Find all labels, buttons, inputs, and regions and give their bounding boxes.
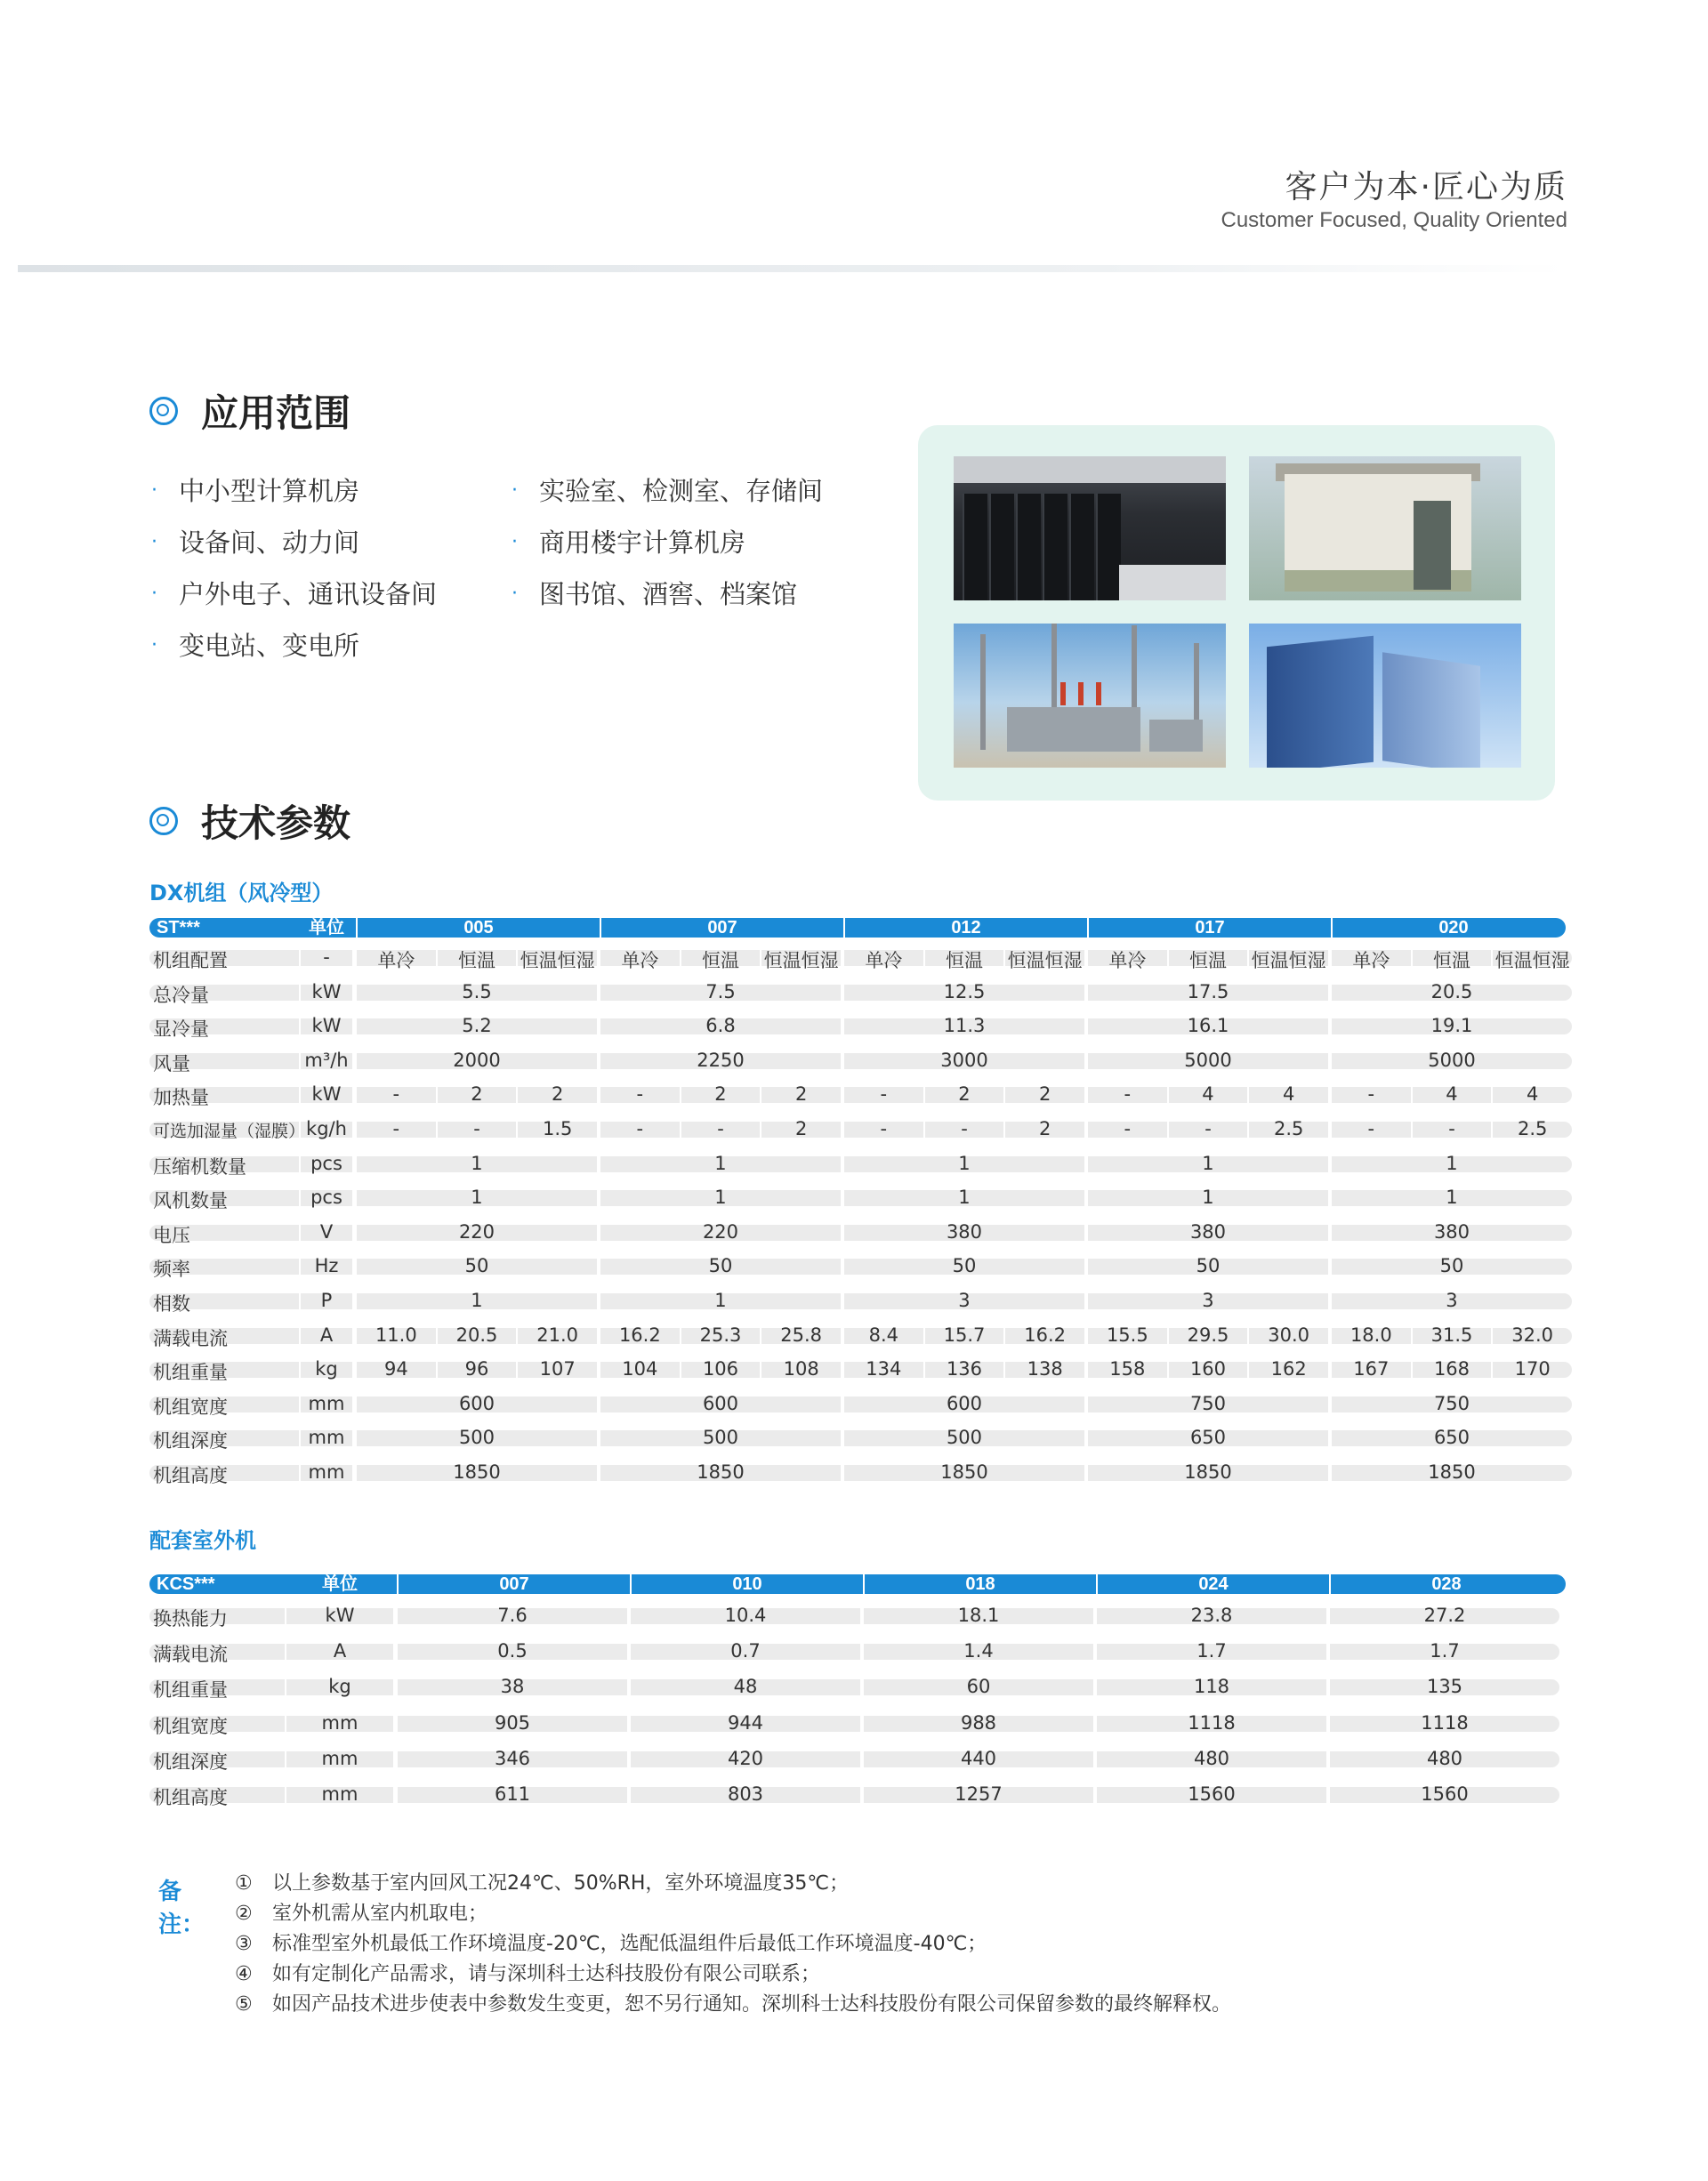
row-unit: mm <box>321 1783 359 1805</box>
table-cell: 600 <box>458 1392 495 1414</box>
table-cell: 恒温 <box>1188 950 1227 971</box>
table-cell: - <box>1448 1118 1455 1139</box>
table-cell: 4 <box>1202 1083 1214 1106</box>
table-cell: 94 <box>383 1358 408 1380</box>
application-title-text: 应用范围 <box>201 391 351 435</box>
row-unit: pcs <box>310 1187 342 1209</box>
table-cell: 160 <box>1189 1358 1227 1380</box>
table-cell: 1850 <box>1184 1461 1232 1483</box>
row-label: 满载电流 <box>153 1327 228 1349</box>
header-slogan-cn: 客户为本·匠心为质 <box>1285 169 1567 205</box>
row-unit: kg <box>315 1358 338 1380</box>
table-cell: 135 <box>1426 1676 1463 1698</box>
table-cell: 2.5 <box>1273 1118 1304 1139</box>
row-unit: kW <box>311 1083 342 1106</box>
table-cell: 5.5 <box>462 980 492 1002</box>
table-cell: 1 <box>714 1152 727 1174</box>
row-unit: kg/h <box>306 1118 347 1139</box>
table-cell: 0.5 <box>497 1640 528 1662</box>
row-label: 机组深度 <box>153 1430 228 1453</box>
table-cell: 1.7 <box>1196 1640 1227 1662</box>
table-cell: 20.5 <box>1430 980 1473 1002</box>
table-cell: 17.5 <box>1187 980 1229 1002</box>
od-header-model-024: 024 <box>1096 1574 1329 1594</box>
row-label: 可选加湿量（湿膜） <box>153 1122 306 1141</box>
row-unit: P <box>320 1290 333 1311</box>
table-cell: 1560 <box>1421 1783 1469 1805</box>
table-cell: - <box>961 1118 968 1139</box>
row-unit: mm <box>321 1711 359 1734</box>
table-cell: 单冷 <box>1108 950 1147 971</box>
row-label: 相数 <box>153 1293 190 1315</box>
row-label: 满载电流 <box>153 1644 228 1666</box>
application-item: · 户外电子、通讯设备间 <box>151 579 438 609</box>
row-unit: A <box>333 1640 347 1662</box>
row-label: 机组深度 <box>153 1750 228 1773</box>
table-cell: 60 <box>966 1676 991 1698</box>
row-label: 机组宽度 <box>153 1715 228 1737</box>
row-label: 机组配置 <box>153 950 228 971</box>
table-cell: 600 <box>946 1392 983 1414</box>
table-cell: 170 <box>1514 1358 1551 1380</box>
table-cell: 5.2 <box>462 1015 492 1037</box>
table-cell: 96 <box>464 1358 489 1380</box>
row-label: 机组重量 <box>153 1362 228 1384</box>
table-cell: 162 <box>1270 1358 1307 1380</box>
table-cell: 23.8 <box>1190 1605 1233 1626</box>
table-cell: 2 <box>958 1083 971 1106</box>
dx-spec-table <box>149 918 1570 1487</box>
table-cell: 6.8 <box>705 1015 736 1037</box>
note-item: ④ 如有定制化产品需求，请与深圳科士达科技股份有限公司联系； <box>235 1963 821 1985</box>
table-cell: 1118 <box>1421 1711 1469 1734</box>
row-label: 总冷量 <box>153 984 209 1006</box>
table-cell: 3 <box>1446 1290 1458 1311</box>
table-cell: 1 <box>471 1187 483 1209</box>
table-cell: 2 <box>794 1083 808 1106</box>
dx-header-model-005: 005 <box>356 918 600 938</box>
table-cell: 25.3 <box>699 1324 742 1346</box>
table-cell: 50 <box>1196 1255 1221 1277</box>
table-cell: 1257 <box>955 1783 1003 1805</box>
table-cell: 2 <box>551 1083 564 1106</box>
table-cell: 1 <box>714 1187 727 1209</box>
table-cell: 500 <box>702 1427 739 1449</box>
row-label: 机组宽度 <box>153 1396 228 1418</box>
table-cell: 21.0 <box>536 1324 579 1346</box>
note-item: ② 室外机需从室内机取电； <box>235 1903 488 1925</box>
application-photo-panel <box>918 425 1555 801</box>
table-cell: - <box>392 1083 400 1106</box>
bullet-icon: · <box>512 531 518 553</box>
table-cell: 18.0 <box>1349 1324 1392 1346</box>
table-cell: 恒温恒湿 <box>1494 950 1570 971</box>
row-unit: kW <box>325 1605 355 1626</box>
table-cell: 944 <box>727 1711 764 1734</box>
table-cell: 19.1 <box>1430 1015 1473 1037</box>
table-cell: 30.0 <box>1268 1324 1310 1346</box>
table-cell: 50 <box>1439 1255 1464 1277</box>
bullet-icon: · <box>151 583 157 605</box>
target-ring-icon <box>149 397 178 425</box>
table-cell: - <box>717 1118 724 1139</box>
row-unit: - <box>323 946 330 968</box>
table-cell: 2 <box>794 1118 808 1139</box>
table-cell: 107 <box>539 1358 576 1380</box>
table-cell: 220 <box>458 1220 495 1243</box>
table-cell: 2 <box>1038 1118 1051 1139</box>
table-cell: 750 <box>1189 1392 1227 1414</box>
table-cell: 5000 <box>1184 1049 1232 1071</box>
table-cell: 3 <box>958 1290 971 1311</box>
note-item: ① 以上参数基于室内回风工况24℃、50%RH，室外环境温度35℃； <box>235 1872 850 1895</box>
table-cell: - <box>1124 1118 1132 1139</box>
table-cell: 1 <box>714 1290 727 1311</box>
row-label: 机组重量 <box>153 1679 228 1702</box>
table-cell: 380 <box>946 1220 983 1243</box>
table-cell: 1 <box>958 1187 971 1209</box>
table-cell: 1 <box>471 1152 483 1174</box>
table-cell: 4 <box>1446 1083 1458 1106</box>
table-cell: 50 <box>708 1255 733 1277</box>
dx-header-model-020: 020 <box>1331 918 1575 938</box>
table-cell: 1 <box>471 1290 483 1311</box>
od-header-model-028: 028 <box>1329 1574 1562 1594</box>
table-cell: 380 <box>1189 1220 1227 1243</box>
table-cell: 4 <box>1282 1083 1295 1106</box>
table-cell: 380 <box>1433 1220 1470 1243</box>
table-cell: 650 <box>1433 1427 1470 1449</box>
outdoor-unit-subtitle: 配套室外机 <box>149 1528 256 1553</box>
table-cell: 220 <box>702 1220 739 1243</box>
table-cell: - <box>1367 1118 1375 1139</box>
table-cell: - <box>636 1118 644 1139</box>
notes-label: 备注： <box>158 1879 205 1938</box>
table-cell: 恒温恒湿 <box>1251 950 1326 971</box>
table-cell: 420 <box>727 1747 764 1769</box>
table-cell: 750 <box>1433 1392 1470 1414</box>
table-cell: 1.4 <box>963 1640 994 1662</box>
od-header-model-007: 007 <box>397 1574 630 1594</box>
table-cell: 恒温恒湿 <box>763 950 839 971</box>
table-cell: 恒温 <box>1432 950 1470 971</box>
table-cell: 500 <box>946 1427 983 1449</box>
table-cell: 2 <box>1038 1083 1051 1106</box>
table-cell: 1850 <box>697 1461 745 1483</box>
header-divider <box>18 265 1566 272</box>
table-cell: 988 <box>960 1711 997 1734</box>
table-cell: 单冷 <box>865 950 903 971</box>
table-cell: 11.3 <box>943 1015 986 1037</box>
row-unit: Hz <box>314 1255 339 1277</box>
table-cell: 1850 <box>1428 1461 1476 1483</box>
table-cell: 611 <box>494 1783 531 1805</box>
table-cell: 50 <box>952 1255 977 1277</box>
row-unit: kW <box>311 980 342 1002</box>
table-cell: 29.5 <box>1187 1324 1229 1346</box>
application-item: · 中小型计算机房 <box>151 476 360 506</box>
table-cell: 2 <box>714 1083 727 1106</box>
outdoor-equipment-house-photo <box>1249 456 1521 600</box>
server-room-photo <box>954 456 1226 600</box>
row-label: 频率 <box>153 1259 190 1281</box>
table-cell: 2.5 <box>1517 1118 1548 1139</box>
table-cell: 1 <box>1202 1152 1214 1174</box>
table-cell: 7.5 <box>705 980 736 1002</box>
header-slogan-en: Customer Focused, Quality Oriented <box>1221 208 1567 232</box>
table-cell: 单冷 <box>1352 950 1390 971</box>
table-cell: 0.7 <box>730 1640 761 1662</box>
row-label: 电压 <box>153 1224 190 1246</box>
table-cell: 905 <box>494 1711 531 1734</box>
table-cell: 136 <box>946 1358 983 1380</box>
table-cell: - <box>880 1118 888 1139</box>
table-cell: 48 <box>733 1676 758 1698</box>
table-cell: - <box>1124 1083 1132 1106</box>
table-cell: 104 <box>622 1358 658 1380</box>
row-unit: m³/h <box>304 1049 349 1071</box>
table-cell: 1850 <box>940 1461 988 1483</box>
table-cell: 18.1 <box>957 1605 1000 1626</box>
row-unit: V <box>319 1220 334 1243</box>
bullet-icon: · <box>151 479 157 502</box>
table-cell: 11.0 <box>375 1324 417 1346</box>
application-item: · 实验室、检测室、存储间 <box>512 476 824 506</box>
table-cell: 7.6 <box>497 1605 528 1626</box>
table-cell: 2000 <box>453 1049 501 1071</box>
row-unit: kg <box>328 1676 351 1698</box>
table-cell: - <box>392 1118 400 1139</box>
row-label: 压缩机数量 <box>153 1155 246 1178</box>
row-unit: mm <box>308 1392 345 1414</box>
row-label: 显冷量 <box>153 1018 209 1041</box>
od-header-model-010: 010 <box>630 1574 863 1594</box>
table-cell: 2250 <box>697 1049 745 1071</box>
note-item: ③ 标准型室外机最低工作环境温度-20℃，选配低温组件后最低工作环境温度-40℃； <box>235 1933 987 1955</box>
table-cell: 1850 <box>453 1461 501 1483</box>
table-cell: 803 <box>727 1783 764 1805</box>
table-cell: 32.0 <box>1511 1324 1554 1346</box>
application-item: · 设备间、动力间 <box>151 527 360 558</box>
table-cell: 3 <box>1202 1290 1214 1311</box>
bullet-icon: · <box>512 583 518 605</box>
table-cell: 650 <box>1189 1427 1227 1449</box>
od-header-model-018: 018 <box>863 1574 1096 1594</box>
dx-header-unit: 单位 <box>309 918 344 938</box>
table-cell: 恒温 <box>701 950 739 971</box>
table-cell: 10.4 <box>724 1605 767 1626</box>
row-label: 机组高度 <box>153 1787 228 1808</box>
table-cell: 500 <box>458 1427 495 1449</box>
table-cell: 20.5 <box>455 1324 498 1346</box>
table-cell: 1 <box>1202 1187 1214 1209</box>
table-cell: - <box>1367 1083 1375 1106</box>
table-cell: 480 <box>1426 1747 1463 1769</box>
table-cell: 1 <box>1446 1152 1458 1174</box>
table-cell: 恒温 <box>457 950 495 971</box>
table-cell: 50 <box>464 1255 489 1277</box>
table-cell: 134 <box>866 1358 902 1380</box>
od-header-unit: 单位 <box>322 1574 358 1594</box>
table-cell: - <box>636 1083 644 1106</box>
dx-unit-subtitle: DX机组（风冷型） <box>149 881 334 905</box>
table-cell: 15.7 <box>943 1324 986 1346</box>
row-unit: mm <box>308 1427 345 1449</box>
table-cell: - <box>1204 1118 1212 1139</box>
dx-header-model-007: 007 <box>600 918 843 938</box>
row-label: 风机数量 <box>153 1190 228 1212</box>
table-cell: 5000 <box>1428 1049 1476 1071</box>
bullet-icon: · <box>151 634 157 656</box>
table-cell: 15.5 <box>1106 1324 1148 1346</box>
office-building-photo <box>1249 624 1521 768</box>
table-cell: 346 <box>494 1747 531 1769</box>
table-cell: 118 <box>1193 1676 1230 1698</box>
table-cell: 31.5 <box>1430 1324 1473 1346</box>
table-cell: 恒温 <box>945 950 983 971</box>
table-cell: 440 <box>960 1747 997 1769</box>
table-cell: 单冷 <box>377 950 415 971</box>
tech-section-title <box>149 794 350 848</box>
row-label: 风量 <box>153 1052 190 1074</box>
row-unit: mm <box>321 1747 359 1769</box>
table-cell: 恒温恒湿 <box>1007 950 1083 971</box>
dx-header-model-017: 017 <box>1087 918 1331 938</box>
application-item: · 图书馆、酒窖、档案馆 <box>512 579 798 609</box>
table-cell: 158 <box>1109 1358 1146 1380</box>
table-cell: - <box>473 1118 480 1139</box>
row-unit: kW <box>311 1015 342 1037</box>
table-cell: - <box>880 1083 888 1106</box>
row-unit: A <box>319 1324 334 1346</box>
substation-photo <box>954 624 1226 768</box>
note-item: ⑤ 如因产品技术进步使表中参数发生变更，恕不另行通知。深圳科士达科技股份有限公司保留参数的最终解释权。 <box>235 1993 1232 2016</box>
table-cell: 108 <box>783 1358 819 1380</box>
table-cell: 1.5 <box>542 1118 573 1139</box>
table-cell: 1 <box>958 1152 971 1174</box>
application-item: · 变电站、变电所 <box>151 631 360 661</box>
table-cell: 25.8 <box>780 1324 823 1346</box>
table-cell: 16.1 <box>1187 1015 1229 1037</box>
dx-header-model-012: 012 <box>843 918 1087 938</box>
application-item: · 商用楼宇计算机房 <box>512 527 746 558</box>
row-label: 换热能力 <box>153 1608 228 1630</box>
row-unit: mm <box>308 1461 345 1483</box>
table-cell: 167 <box>1353 1358 1390 1380</box>
target-ring-icon <box>149 807 178 835</box>
row-label: 加热量 <box>153 1087 209 1109</box>
row-unit: pcs <box>310 1152 342 1174</box>
table-cell: 3000 <box>940 1049 988 1071</box>
dx-header-model: ST*** <box>157 918 200 938</box>
table-cell: 106 <box>702 1358 739 1380</box>
table-cell: 4 <box>1526 1083 1539 1106</box>
table-cell: 16.2 <box>1024 1324 1067 1346</box>
table-cell: 8.4 <box>868 1324 899 1346</box>
bullet-icon: · <box>151 531 157 553</box>
table-cell: 480 <box>1193 1747 1230 1769</box>
table-cell: 单冷 <box>621 950 659 971</box>
od-header-model: KCS*** <box>157 1574 215 1594</box>
bullet-icon: · <box>512 479 518 502</box>
table-cell: 168 <box>1433 1358 1470 1380</box>
table-cell: 恒温恒湿 <box>520 950 595 971</box>
table-cell: 1 <box>1446 1187 1458 1209</box>
table-cell: 1560 <box>1188 1783 1236 1805</box>
table-cell: 138 <box>1027 1358 1063 1380</box>
table-cell: 12.5 <box>943 980 986 1002</box>
outdoor-spec-table <box>149 1574 1566 1815</box>
tech-title-text: 技术参数 <box>201 801 351 845</box>
table-cell: 1.7 <box>1430 1640 1460 1662</box>
table-cell: 1118 <box>1188 1711 1236 1734</box>
table-cell: 600 <box>702 1392 739 1414</box>
table-cell: 38 <box>500 1676 525 1698</box>
table-cell: 27.2 <box>1423 1605 1466 1626</box>
application-section-title <box>149 384 350 438</box>
table-cell: 16.2 <box>618 1324 661 1346</box>
row-label: 机组高度 <box>153 1465 228 1486</box>
table-cell: 2 <box>471 1083 483 1106</box>
